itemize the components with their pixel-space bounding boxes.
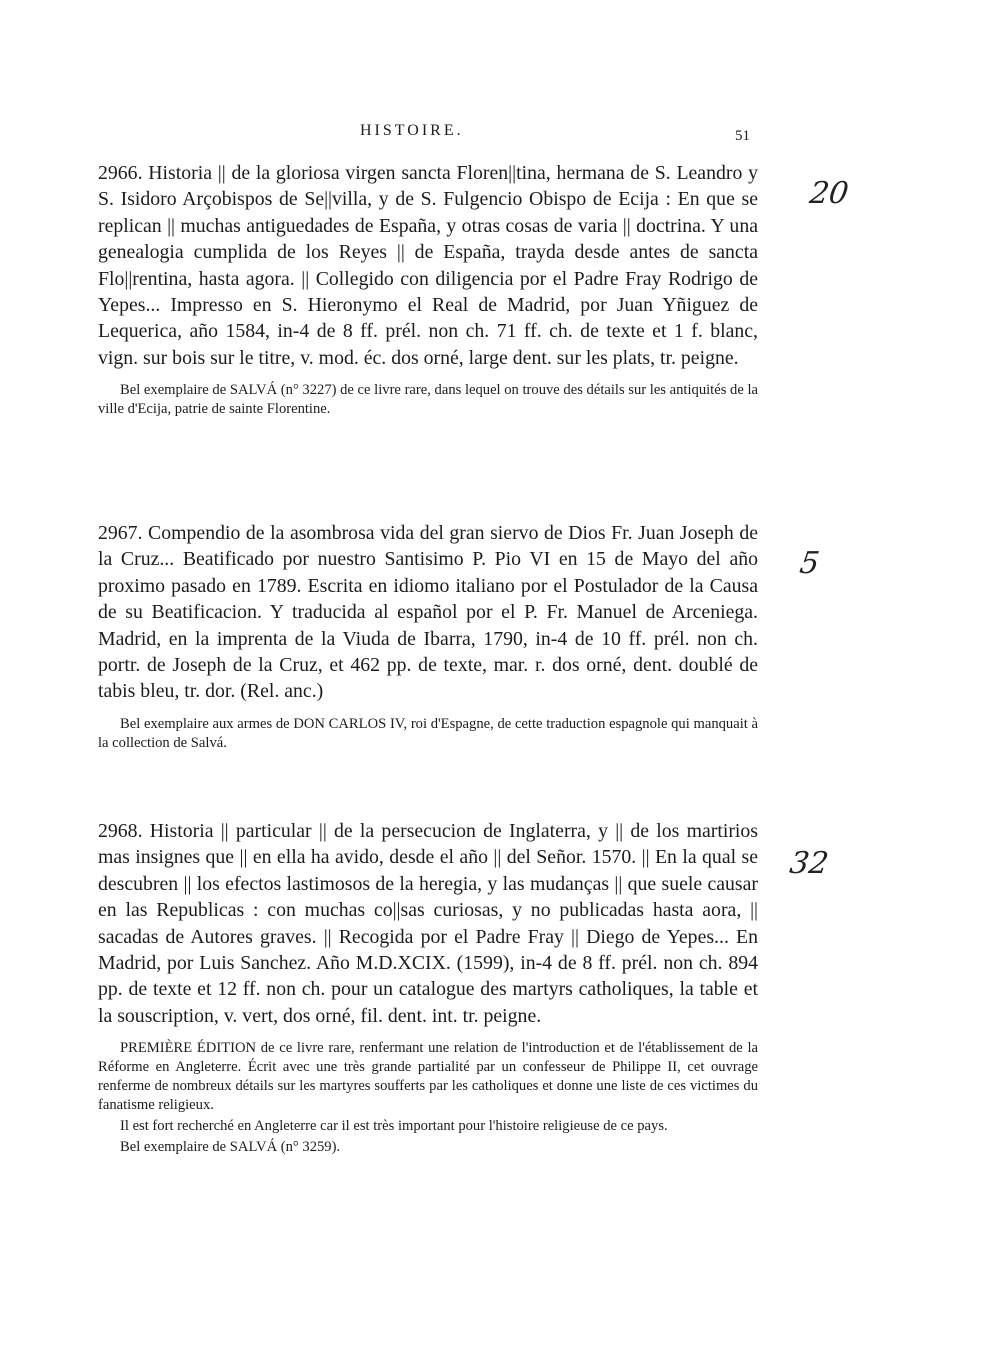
catalogue-entry-2966 xyxy=(98,160,758,419)
catalogue-entry-2967 xyxy=(98,520,758,753)
entry-note: PREMIÈRE ÉDITION de ce livre rare, renfermant une relation de l'introduction et de l'établissement de la Réforme en Angleterre. Écrit avec une très grande partialité par un confesseur de Philippe II, cet ouvrage renferme de nombreux détails sur les martyres soufferts par les catholiques et donne une liste de ces victimes du fanatisme religieux. xyxy=(98,1040,758,1114)
handwritten-price-note: 5 xyxy=(797,546,822,581)
page-header xyxy=(0,122,1000,152)
entry-note: Bel exemplaire de SALVÁ (n° 3259). xyxy=(120,1139,341,1156)
entry-description: 2966. Historia || de la gloriosa virgen sancta Floren||tina, hermana de S. Leandro y S. Isidoro Arçobispos de Se||villa, y de S. Fulgencio Obispo de Ecija : En que se replican || muchas antiguedades de España, y otras cosas de varia || doctrina. Y una genealogia cumplida de los Reyes || de España, trayda desde antes de sancta Flo||rentina, hasta agora. || Collegido con diligencia por el Padre Fray Rodrigo de Yepes... Impresso en S. Hieronymo el Real de Madrid, por Juan Yñiguez de Lequerica, año 1584, in-4 de 8 ff. prél. non ch. 71 ff. ch. de texte et 1 f. blanc, vign. sur bois sur le titre, v. mod. éc. dos orné, large dent. sur les plats, tr. peigne. xyxy=(98,162,758,369)
entry-note: Bel exemplaire aux armes de DON CARLOS IV, roi d'Espagne, de cette traduction espagnole qui manquait à la collection de Salvá. xyxy=(98,715,758,751)
page-number: 51 xyxy=(735,128,750,144)
entry-note: Il est fort recherché en Angleterre car il est très important pour l'histoire religieuse de ce pays. xyxy=(120,1118,668,1135)
running-title: HISTOIRE. xyxy=(360,122,464,139)
entry-description: 2967. Compendio de la asombrosa vida del gran siervo de Dios Fr. Juan Joseph de la Cruz... Beatificado por nuestro Santisimo P. Pio VI en 15 de Mayo del año proximo pasado en 1789. Escrita en idiomo italiano por el Postulador de la Causa de su Beatificacion. Y traducida al español por el P. Fr. Manuel de Arceniega. Madrid, en la imprenta de la Viuda de Ibarra, 1790, in-4 de 10 ff. prél. non ch. portr. de Joseph de la Cruz, et 462 pp. de texte, mar. r. dos orné, dent. doublé de tabis bleu, tr. dor. (Rel. anc.) xyxy=(98,522,758,703)
handwritten-price-note: 20 xyxy=(807,176,851,211)
handwritten-price-note: 32 xyxy=(787,846,831,881)
entry-note: Bel exemplaire de SALVÁ (n° 3227) de ce livre rare, dans lequel on trouve des détails sur les antiquités de la ville d'Ecija, patrie de sainte Florentine. xyxy=(98,382,758,418)
entry-description: 2968. Historia || particular || de la persecucion de Inglaterra, y || de los martirios mas insignes que || en ella ha avido, desde el año || del Señor. 1570. || En la qual se descubren || los efectos lastimosos de la heregia, y las mudanças || que suele causar en las Republicas : con muchas co||sas curiosas, y no publicadas hasta aora, || sacadas de Autores graves. || Recogida por el Padre Fray || Diego de Yepes... En Madrid, por Luis Sanchez. Año M.D.XCIX. (1599), in-4 de 8 ff. prél. non ch. 894 pp. de texte et 12 ff. non ch. pour un catalogue des martyrs catholiques, la table et la souscription, v. vert, dos orné, fil. dent. int. tr. peigne. xyxy=(98,820,758,1027)
catalogue-entry-2968 xyxy=(98,818,758,1157)
